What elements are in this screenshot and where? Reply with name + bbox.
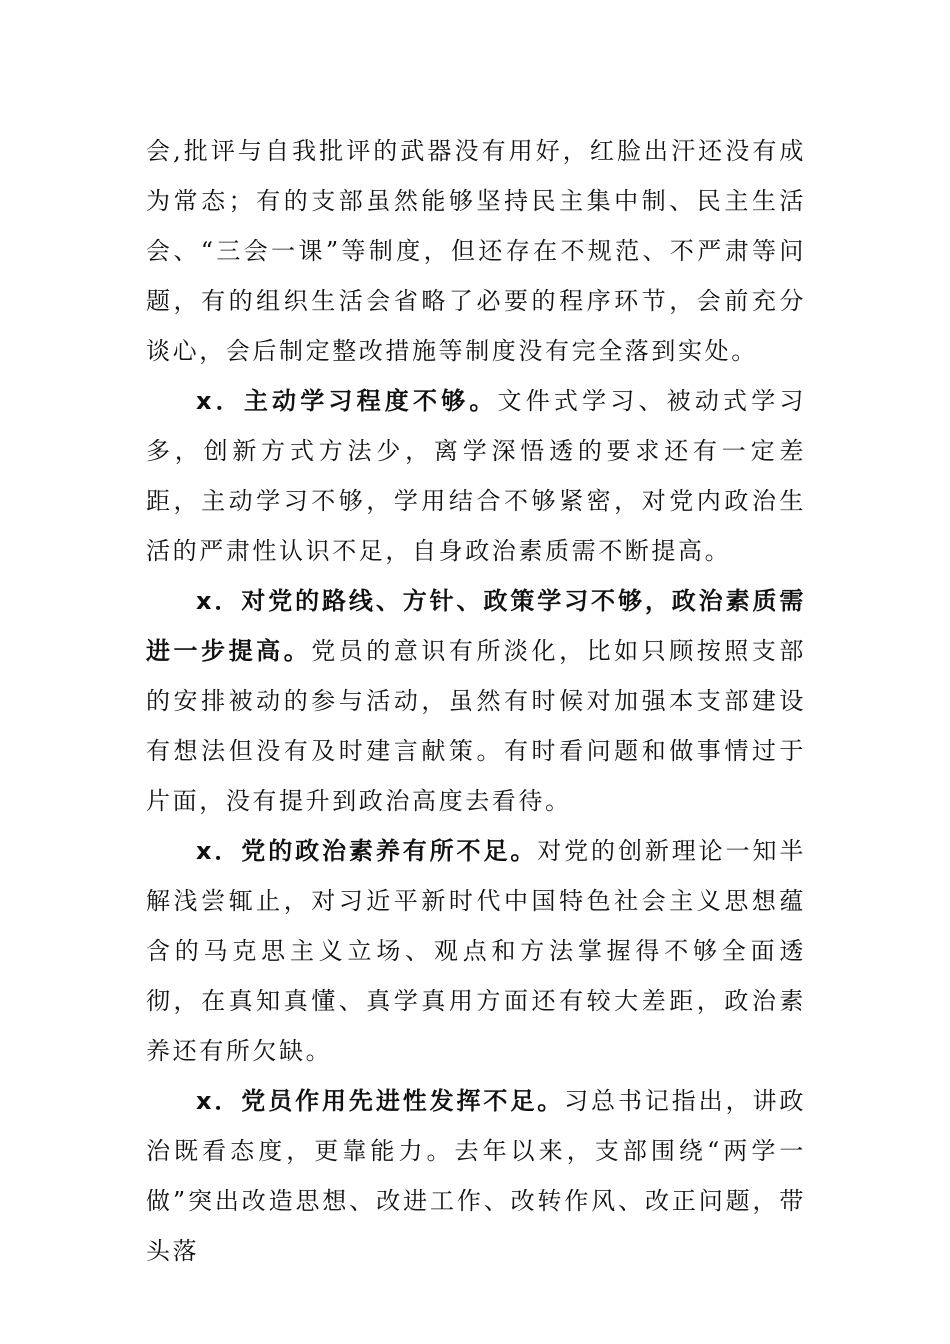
paragraph-4-body: 对党的创新理论一知半解浅尝辄止，对习近平新时代中国特色社会主义思想蕴含的马克思主义立场、观点和方法掌握得不够全面透彻，在真知真懂、真学真用方面还有较大差距，政治素养还有所欠缺。: [146, 837, 806, 1065]
paragraph-4: [146, 826, 806, 1076]
paragraph-5-body: 习总书记指出，讲政治既看态度，更靠能力。去年以来，支部围绕“两学一做”突出改造思想、改进工作、改转作风、改正问题，带头落: [146, 1087, 806, 1265]
paragraph-5: [146, 1076, 806, 1276]
paragraph-3: [146, 576, 806, 826]
paragraph-5-heading: x．党员作用先进性发挥不足。: [196, 1087, 565, 1115]
paragraph-2-body: 文件式学习、被动式学习多，创新方式方法少，离学深悟透的要求还有一定差距，主动学习不够，学用结合不够紧密，对党内政治生活的严肃性认识不足，自身政治素质需不断提高。: [146, 387, 806, 565]
paragraph-3-body: 党员的意识有所淡化，比如只顾按照支部的安排被动的参与活动，虽然有时候对加强本支部建设有想法但没有及时建言献策。有时看问题和做事情过于片面，没有提升到政治高度去看待。: [146, 637, 806, 815]
paragraph-2: [146, 376, 806, 576]
document-page: [146, 126, 806, 1276]
paragraph-1: [146, 126, 806, 376]
paragraph-4-heading: x．党的政治素养有所不足。: [196, 837, 538, 865]
paragraph-1-body: 会,批评与自我批评的武器没有用好，红脸出汗还没有成为常态；有的支部虽然能够坚持民主集中制、民主生活会、“三会一课”等制度，但还存在不规范、不严肃等问题，有的组织生活会省略了必要的程序环节，会前充分谈心，会后制定整改措施等制度没有完全落到实处。: [146, 137, 806, 365]
paragraph-2-heading: x．主动学习程度不够。: [196, 387, 498, 415]
paragraph-3-heading: x．对党的路线、方针、政策学习不够，政治素质需进一步提高。: [146, 587, 806, 665]
